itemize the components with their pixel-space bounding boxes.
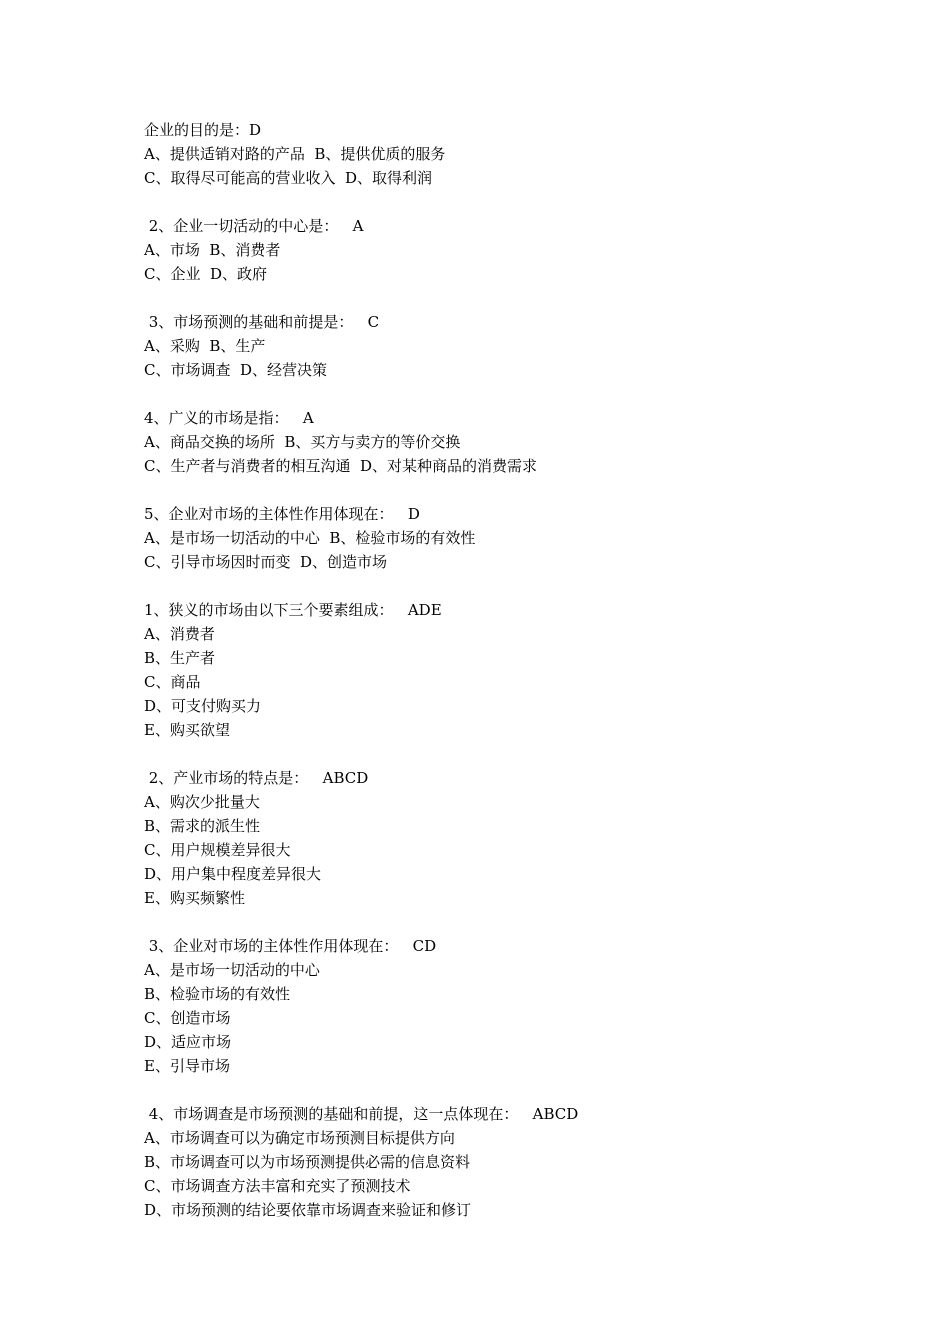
- question-block: [144, 310, 844, 406]
- option-line: A、采购 B、生产: [144, 337, 266, 355]
- question-text: 3、市场预测的基础和前提是： C: [144, 313, 380, 331]
- spacer: [144, 742, 844, 766]
- option-line: A、购次少批量大: [144, 793, 260, 811]
- option-line: E、购买频繁性: [144, 889, 245, 907]
- spacer: [144, 190, 844, 214]
- spacer: [144, 478, 844, 502]
- question-block: [144, 598, 844, 766]
- question-list: [144, 118, 844, 1222]
- option-line: E、引导市场: [144, 1057, 230, 1075]
- spacer: [144, 574, 844, 598]
- question-text: 企业的目的是：D: [144, 121, 262, 139]
- question-text: 3、企业对市场的主体性作用体现在： CD: [144, 937, 437, 955]
- question-block: [144, 406, 844, 502]
- option-line: B、需求的派生性: [144, 817, 261, 835]
- option-line: B、市场调查可以为市场预测提供必需的信息资料: [144, 1153, 471, 1171]
- question-block: [144, 1102, 844, 1222]
- option-line: D、适应市场: [144, 1033, 232, 1051]
- option-line: C、引导市场因时而变 D、创造市场: [144, 553, 388, 571]
- question-text: 5、企业对市场的主体性作用体现在： D: [144, 505, 420, 523]
- option-line: C、商品: [144, 673, 201, 691]
- option-line: C、市场调查方法丰富和充实了预测技术: [144, 1177, 411, 1195]
- option-line: C、生产者与消费者的相互沟通 D、对某种商品的消费需求: [144, 457, 538, 475]
- option-line: C、市场调查 D、经营决策: [144, 361, 328, 379]
- option-line: A、提供适销对路的产品 B、提供优质的服务: [144, 145, 446, 163]
- question-block: [144, 118, 844, 214]
- spacer: [144, 286, 844, 310]
- question-block: [144, 766, 844, 934]
- option-line: B、检验市场的有效性: [144, 985, 291, 1003]
- option-line: C、取得尽可能高的营业收入 D、取得利润: [144, 169, 433, 187]
- question-text: 4、广义的市场是指： A: [144, 409, 314, 427]
- option-line: A、市场调查可以为确定市场预测目标提供方向: [144, 1129, 455, 1147]
- spacer: [144, 910, 844, 934]
- question-text: 4、市场调查是市场预测的基础和前提，这一点体现在： ABCD: [144, 1105, 579, 1123]
- option-line: E、购买欲望: [144, 721, 230, 739]
- option-line: A、商品交换的场所 B、买方与卖方的等价交换: [144, 433, 461, 451]
- option-line: A、是市场一切活动的中心 B、检验市场的有效性: [144, 529, 476, 547]
- option-line: D、可支付购买力: [144, 697, 262, 715]
- option-line: C、用户规模差异很大: [144, 841, 291, 859]
- option-line: D、市场预测的结论要依靠市场调查来验证和修订: [144, 1201, 472, 1219]
- question-block: [144, 214, 844, 310]
- option-line: A、消费者: [144, 625, 215, 643]
- option-line: A、市场 B、消费者: [144, 241, 281, 259]
- option-line: A、是市场一切活动的中心: [144, 961, 320, 979]
- option-line: C、企业 D、政府: [144, 265, 268, 283]
- spacer: [144, 382, 844, 406]
- question-text: 2、产业市场的特点是： ABCD: [144, 769, 369, 787]
- option-line: D、用户集中程度差异很大: [144, 865, 322, 883]
- option-line: B、生产者: [144, 649, 216, 667]
- question-block: [144, 502, 844, 598]
- option-line: C、创造市场: [144, 1009, 231, 1027]
- question-text: 2、企业一切活动的中心是： A: [144, 217, 364, 235]
- spacer: [144, 1078, 844, 1102]
- question-block: [144, 934, 844, 1102]
- question-text: 1、狭义的市场由以下三个要素组成： ADE: [144, 601, 442, 619]
